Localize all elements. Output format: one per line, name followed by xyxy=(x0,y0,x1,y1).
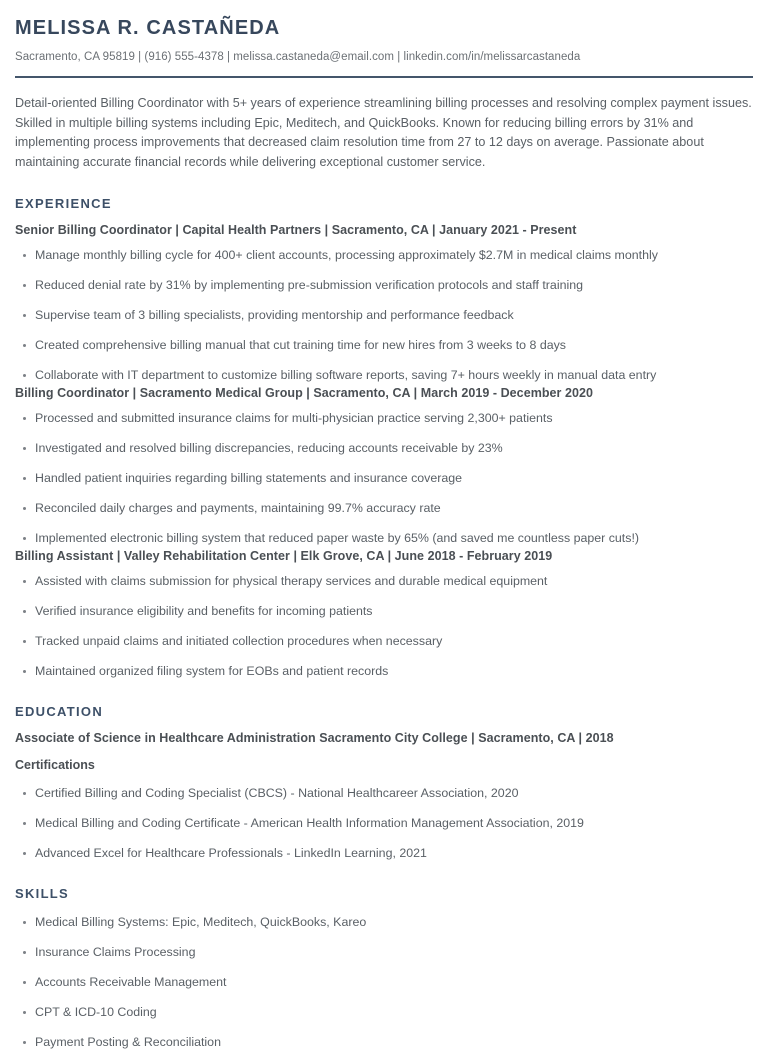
experience-bullet-list xyxy=(15,573,753,680)
list-item: Insurance Claims Processing xyxy=(15,944,753,961)
list-item: Manage monthly billing cycle for 400+ client accounts, processing approximately $2.7M in medical claims monthly xyxy=(15,247,753,264)
list-item: Reconciled daily charges and payments, maintaining 99.7% accuracy rate xyxy=(15,500,753,517)
education-degree: Associate of Science in Healthcare Administration Sacramento City College | Sacramento, CA | 2018 xyxy=(15,731,614,745)
experience-entry xyxy=(15,223,753,384)
list-item: Certified Billing and Coding Specialist (CBCS) - National Healthcareer Association, 2020 xyxy=(15,785,753,802)
list-item: Investigated and resolved billing discrepancies, reducing accounts receivable by 23% xyxy=(15,440,753,457)
resume-document xyxy=(15,16,753,1051)
list-item: Verified insurance eligibility and benefits for incoming patients xyxy=(15,603,753,620)
experience-entry xyxy=(15,386,753,547)
certifications-label: Certifications xyxy=(15,758,95,772)
experience-list xyxy=(15,223,753,680)
experience-entry-title: Billing Assistant | Valley Rehabilitation Center | Elk Grove, CA | June 2018 - February 2019 xyxy=(15,549,553,563)
candidate-name: MELISSA R. CASTAÑEDA xyxy=(15,17,281,39)
contact-info: Sacramento, CA 95819 | (916) 555-4378 | melissa.castaneda@email.com | linkedin.com/in/melissarcastaneda xyxy=(15,51,581,63)
list-item: Assisted with claims submission for physical therapy services and durable medical equipment xyxy=(15,573,753,590)
skills-list xyxy=(15,914,753,1051)
section-heading-skills: SKILLS xyxy=(15,886,70,901)
experience-bullet-list xyxy=(15,247,753,384)
header-divider xyxy=(15,76,753,78)
professional-summary: Detail-oriented Billing Coordinator with 5+ years of experience streamlining billing processes and resolving complex payment issues. Skilled in multiple billing systems including Epic, Meditech, and QuickBooks. Known for reducing billing errors by 31% and implementing process improvements that decreased claim resolution time from 27 to 12 days on average. Passionate about maintaining accurate financial records while delivering exceptional customer service. xyxy=(15,96,752,169)
list-item: Tracked unpaid claims and initiated collection procedures when necessary xyxy=(15,633,753,650)
list-item: Supervise team of 3 billing specialists, providing mentorship and performance feedback xyxy=(15,307,753,324)
list-item: Created comprehensive billing manual that cut training time for new hires from 3 weeks to 8 days xyxy=(15,337,753,354)
list-item: Collaborate with IT department to customize billing software reports, saving 7+ hours weekly in manual data entry xyxy=(15,367,753,384)
section-heading-education: EDUCATION xyxy=(15,704,104,719)
experience-bullet-list xyxy=(15,410,753,547)
list-item: Medical Billing Systems: Epic, Meditech, QuickBooks, Kareo xyxy=(15,914,753,931)
list-item: Accounts Receivable Management xyxy=(15,974,753,991)
list-item: Advanced Excel for Healthcare Professionals - LinkedIn Learning, 2021 xyxy=(15,845,753,862)
list-item: Reduced denial rate by 31% by implementing pre-submission verification protocols and staff training xyxy=(15,277,753,294)
list-item: Medical Billing and Coding Certificate - American Health Information Management Association, 2019 xyxy=(15,815,753,832)
list-item: Maintained organized filing system for EOBs and patient records xyxy=(15,663,753,680)
list-item: Payment Posting & Reconciliation xyxy=(15,1034,753,1051)
resume-header xyxy=(15,16,753,78)
experience-entry-title: Billing Coordinator | Sacramento Medical Group | Sacramento, CA | March 2019 - December 2020 xyxy=(15,386,593,400)
list-item: Implemented electronic billing system that reduced paper waste by 65% (and saved me countless paper cuts!) xyxy=(15,530,753,547)
list-item: Handled patient inquiries regarding billing statements and insurance coverage xyxy=(15,470,753,487)
experience-entry-title: Senior Billing Coordinator | Capital Health Partners | Sacramento, CA | January 2021 - Present xyxy=(15,223,577,237)
section-heading-experience: EXPERIENCE xyxy=(15,196,112,211)
list-item: Processed and submitted insurance claims for multi-physician practice serving 2,300+ patients xyxy=(15,410,753,427)
experience-entry xyxy=(15,549,753,680)
list-item: CPT & ICD-10 Coding xyxy=(15,1004,753,1021)
certifications-list xyxy=(15,785,753,862)
